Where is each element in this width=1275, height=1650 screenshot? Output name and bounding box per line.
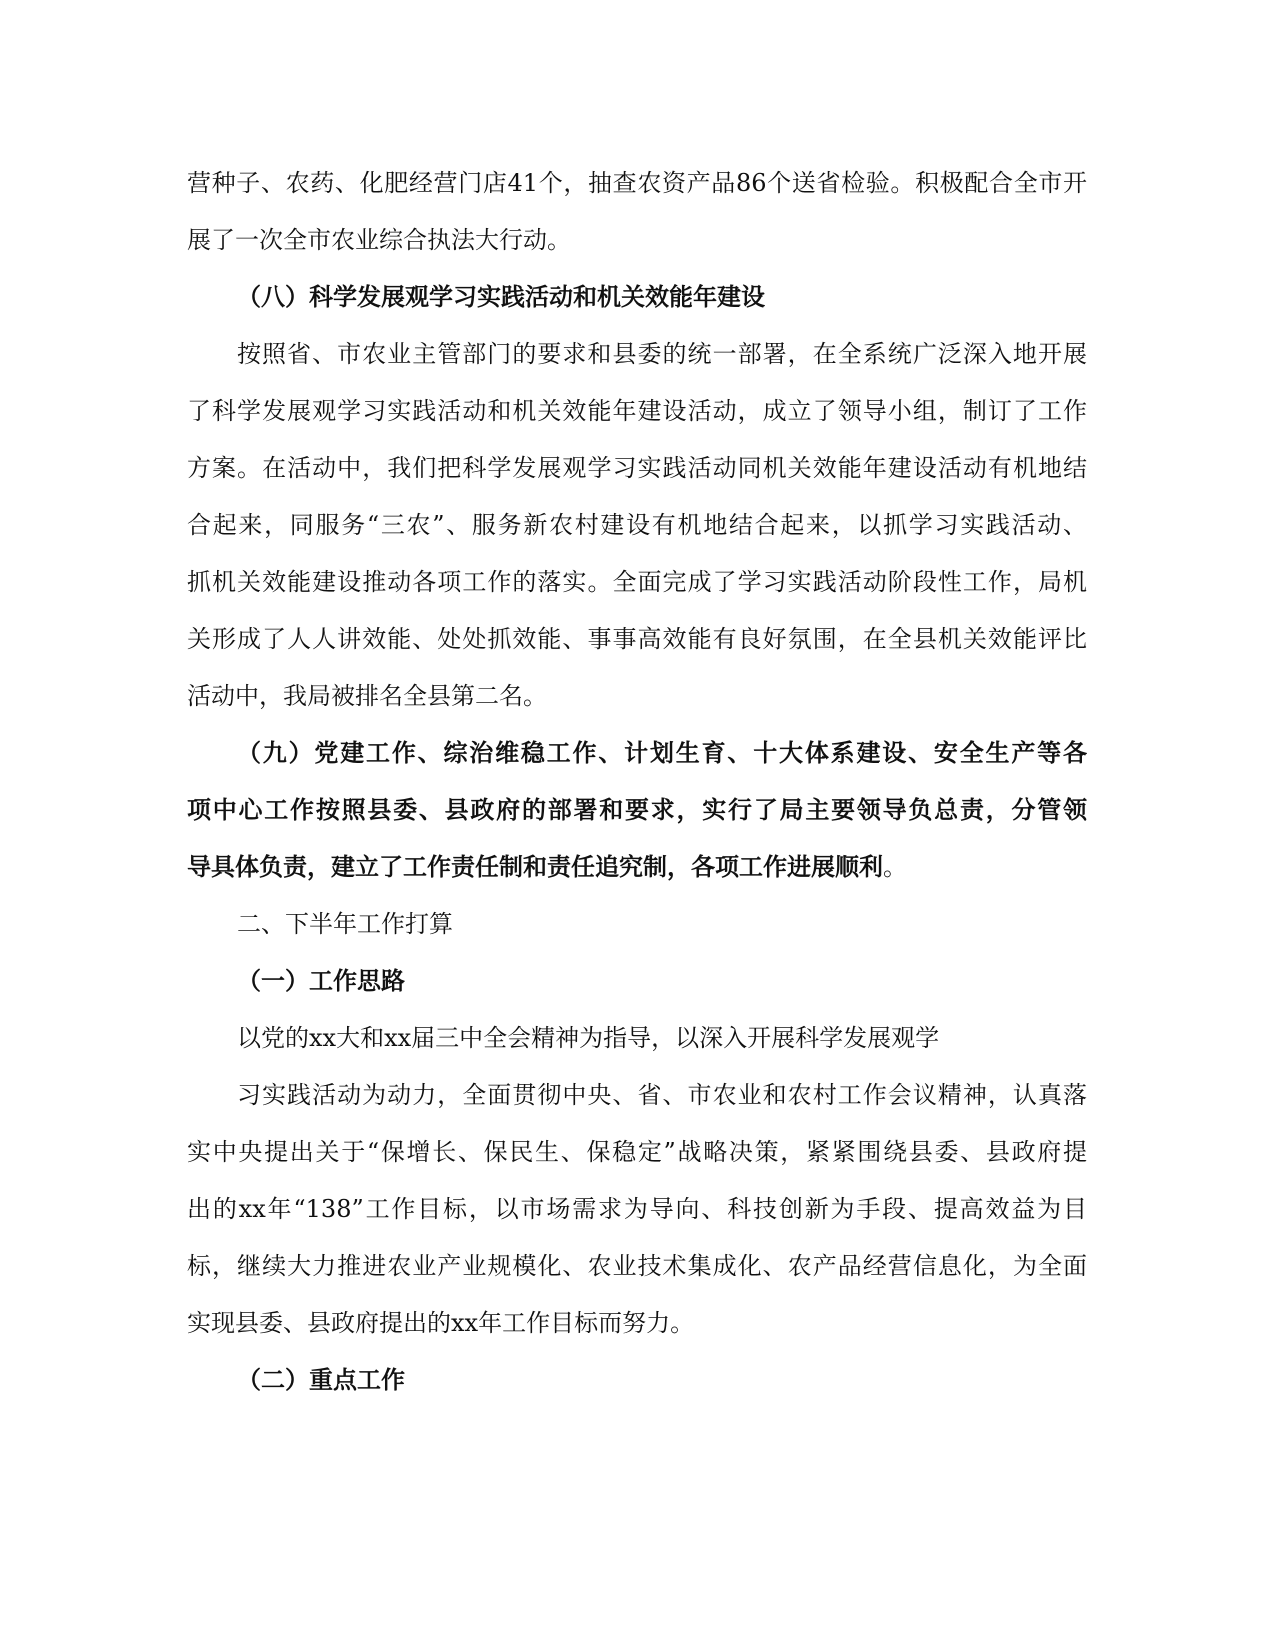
body-text-line: 实中央提出关于“保增长、保民生、保稳定”战略决策，紧紧围绕县委、县政府提 — [187, 1138, 1087, 1166]
period-mark: 。 — [883, 853, 907, 881]
body-text-line: 营种子、农药、化肥经营门店41个，抽查农资产品86个送省检验。积极配合全市开 — [187, 169, 1087, 197]
body-text-line: 实现县委、县政府提出的xx年工作目标而努力。 — [187, 1309, 695, 1337]
body-text-line: 以党的xx大和xx届三中全会精神为指导，以深入开展科学发展观学 — [237, 1024, 940, 1052]
section-heading-9-end — [187, 852, 1087, 882]
part-two-heading: 二、下半年工作打算 — [237, 910, 453, 938]
section-heading-9-cont: 项中心工作按照县委、县政府的部署和要求，实行了局主要领导负总责，分管领 — [187, 796, 1087, 824]
body-text-line: 抓机关效能建设推动各项工作的落实。全面完成了学习实践活动阶段性工作，局机 — [187, 568, 1087, 596]
body-text-line: 按照省、市农业主管部门的要求和县委的统一部署，在全系统广泛深入地开展 — [237, 340, 1087, 368]
body-text-line: 展了一次全市农业综合执法大行动。 — [187, 226, 571, 254]
body-text-line: 标，继续大力推进农业产业规模化、农业技术集成化、农产品经营信息化，为全面 — [187, 1252, 1087, 1280]
body-text-line: 活动中，我局被排名全县第二名。 — [187, 682, 547, 710]
body-text-line: 合起来，同服务“三农”、服务新农村建设有机地结合起来，以抓学习实践活动、 — [187, 511, 1087, 539]
subheading-key-work: （二）重点工作 — [237, 1366, 405, 1394]
body-text-line: 方案。在活动中，我们把科学发展观学习实践活动同机关效能年建设活动有机地结 — [187, 454, 1087, 482]
body-text-line: 出的xx年“138”工作目标，以市场需求为导向、科技创新为手段、提高效益为目 — [187, 1195, 1087, 1223]
section-heading-9-last: 导具体负责，建立了工作责任制和责任追究制，各项工作进展顺利 — [187, 853, 883, 881]
body-text-line: 关形成了人人讲效能、处处抓效能、事事高效能有良好氛围，在全县机关效能评比 — [187, 625, 1087, 653]
body-text-line: 了科学发展观学习实践活动和机关效能年建设活动，成立了领导小组，制订了工作 — [187, 397, 1087, 425]
body-text-line: 习实践活动为动力，全面贯彻中央、省、市农业和农村工作会议精神，认真落 — [237, 1081, 1087, 1109]
section-heading-8: （八）科学发展观学习实践活动和机关效能年建设 — [237, 283, 765, 311]
section-heading-9: （九）党建工作、综治维稳工作、计划生育、十大体系建设、安全生产等各 — [237, 739, 1087, 767]
subheading-work-ideas: （一）工作思路 — [237, 967, 405, 995]
